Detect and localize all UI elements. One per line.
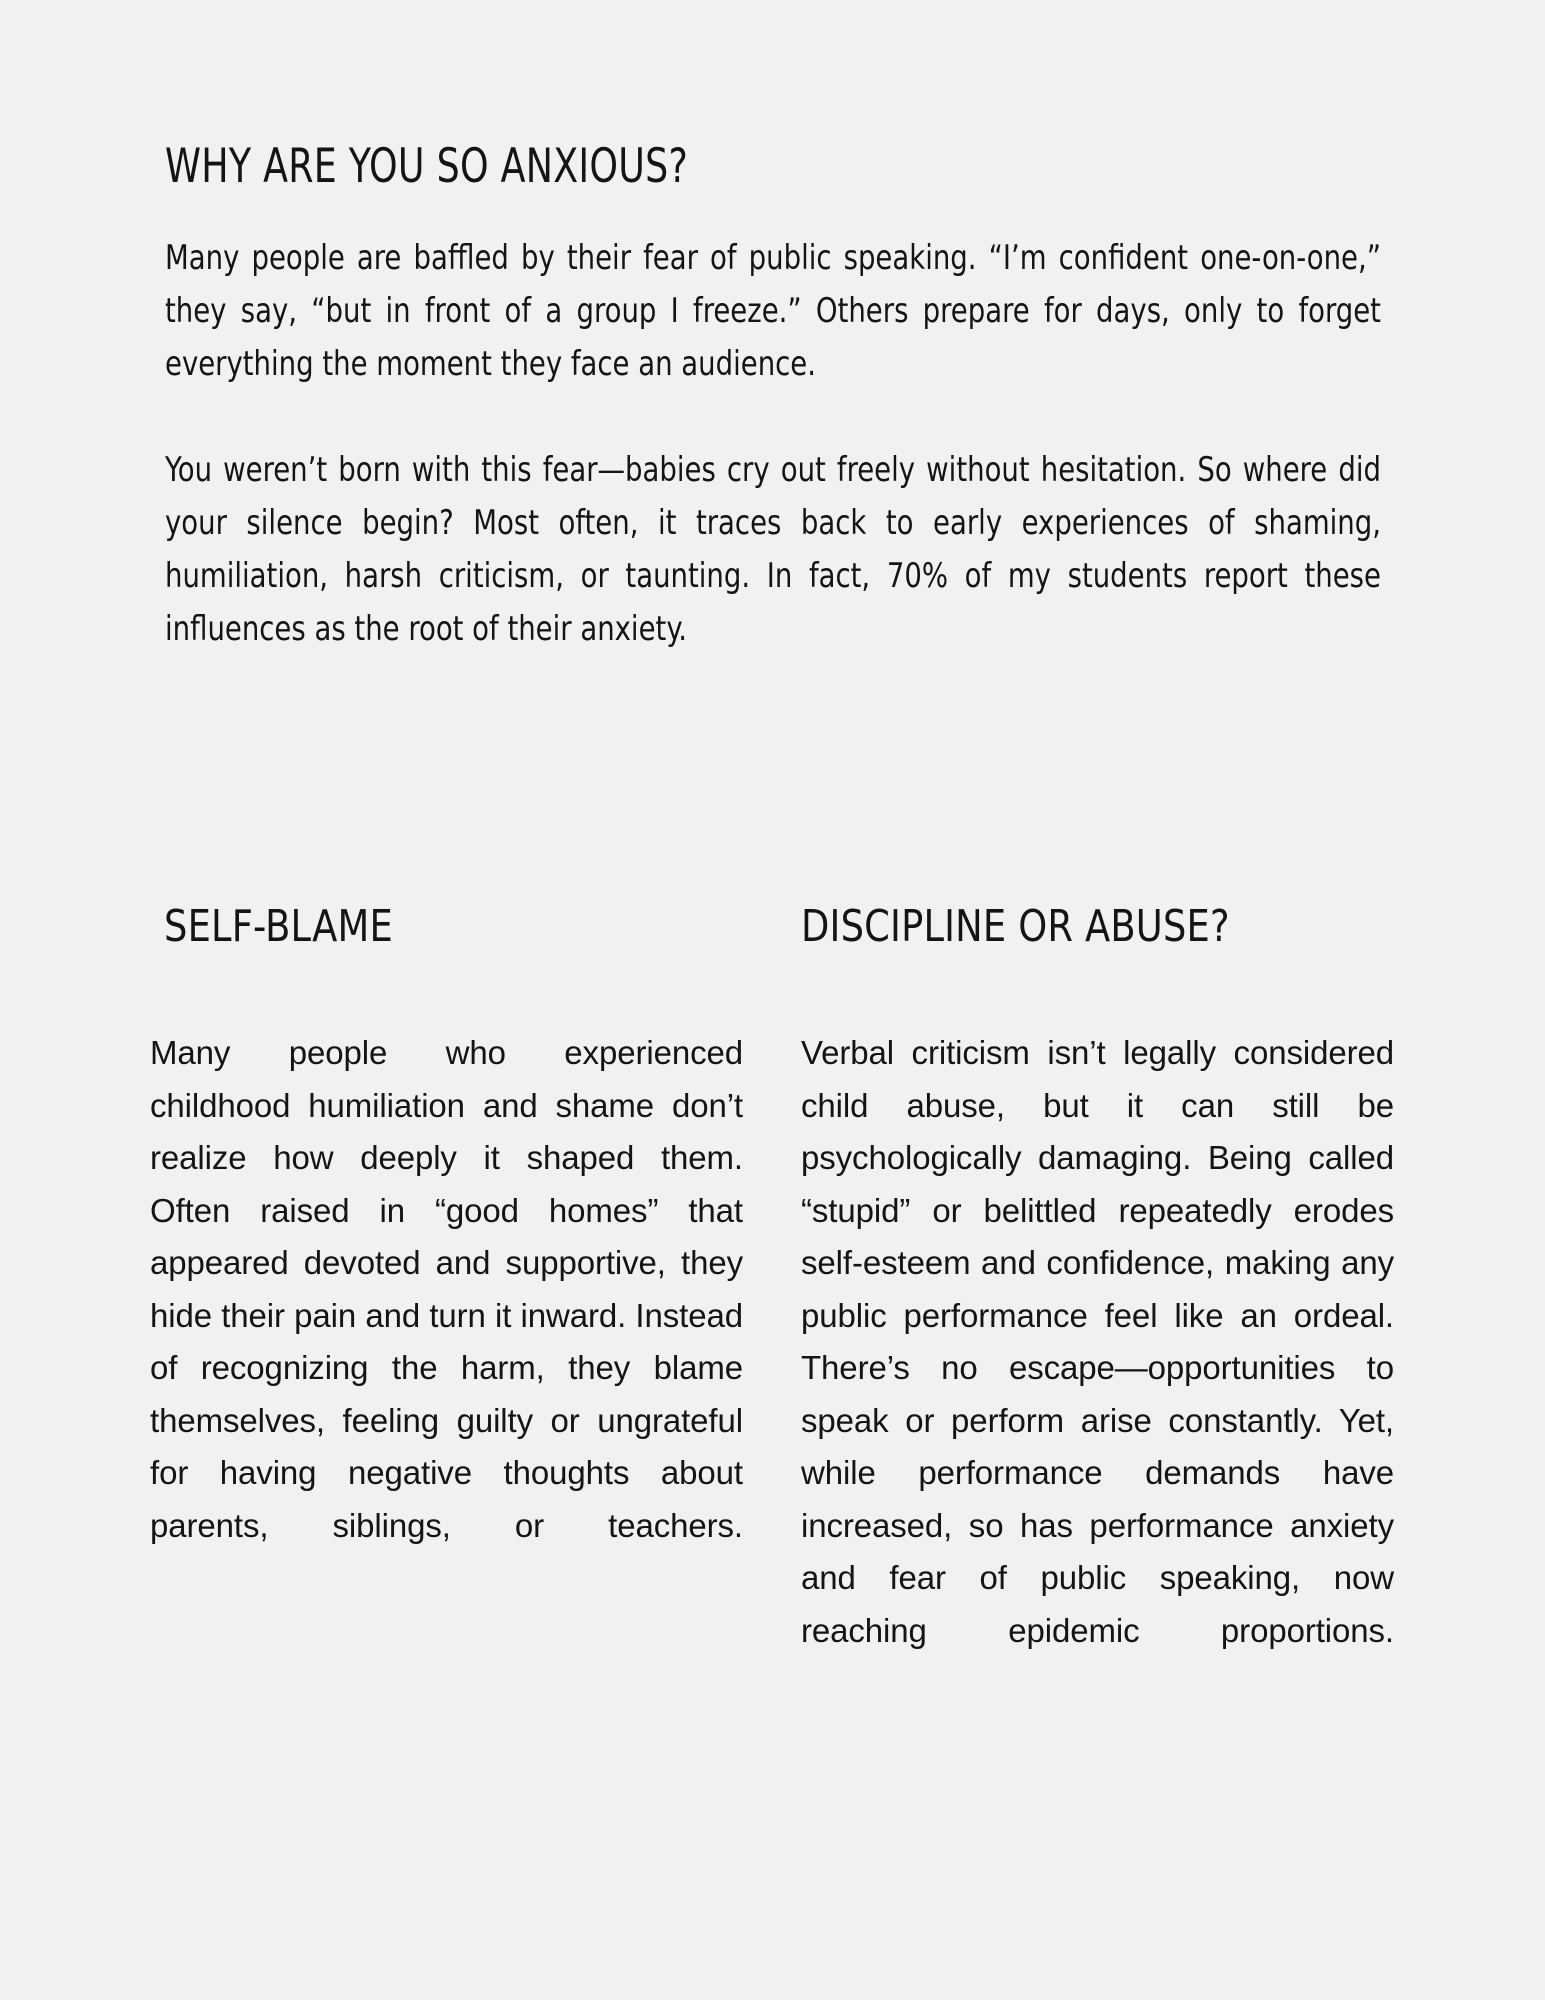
column-self-blame [150, 901, 743, 1710]
intro-section [165, 0, 1380, 656]
two-column-section [150, 901, 1395, 1710]
column-heading-self-blame: SELF-BLAME [164, 901, 393, 952]
column-discipline-or-abuse [801, 901, 1394, 1710]
column-body-discipline-or-abuse: Verbal criticism isn’t legally considered child abuse, but it can still be psychologically damaging. Being called “stupid” or belittled repeatedly erodes self-esteem and confidence, making any public performance feel like an ordeal. There’s no escape—opportunities to speak or perform arise constantly. Yet, while performance demands have increased, so has performance anxiety and fear of public speaking, now reaching epidemic proportions. [801, 1034, 1394, 1649]
column-heading-discipline-or-abuse: DISCIPLINE OR ABUSE? [801, 901, 1230, 952]
intro-paragraph-1: Many people are baffled by their fear of public speaking. “I’m confident one-on-one,” they say, “but in front of a group I freeze.” Others prepare for days, only to forget everything the moment they face an audience. [165, 238, 1381, 384]
page-title: WHY ARE YOU SO ANXIOUS? [165, 139, 689, 194]
column-body-self-blame: Many people who experienced childhood humiliation and shame don’t realize how deeply it shaped them. Often raised in “good homes” that appeared devoted and supportive, they hide their pain and turn it inward. Instead of recognizing the harm, they blame themselves, feeling guilty or ungrateful for having negative thoughts about parents, siblings, or teachers. [150, 1034, 743, 1544]
intro-paragraph-2: You weren’t born with this fear—babies cry out freely without hesitation. So where did your silence begin? Most often, it traces back to early experiences of shaming, humiliation, harsh criticism, or taunting. In fact, 70% of my students report these influences as the root of their anxiety. [165, 450, 1381, 649]
